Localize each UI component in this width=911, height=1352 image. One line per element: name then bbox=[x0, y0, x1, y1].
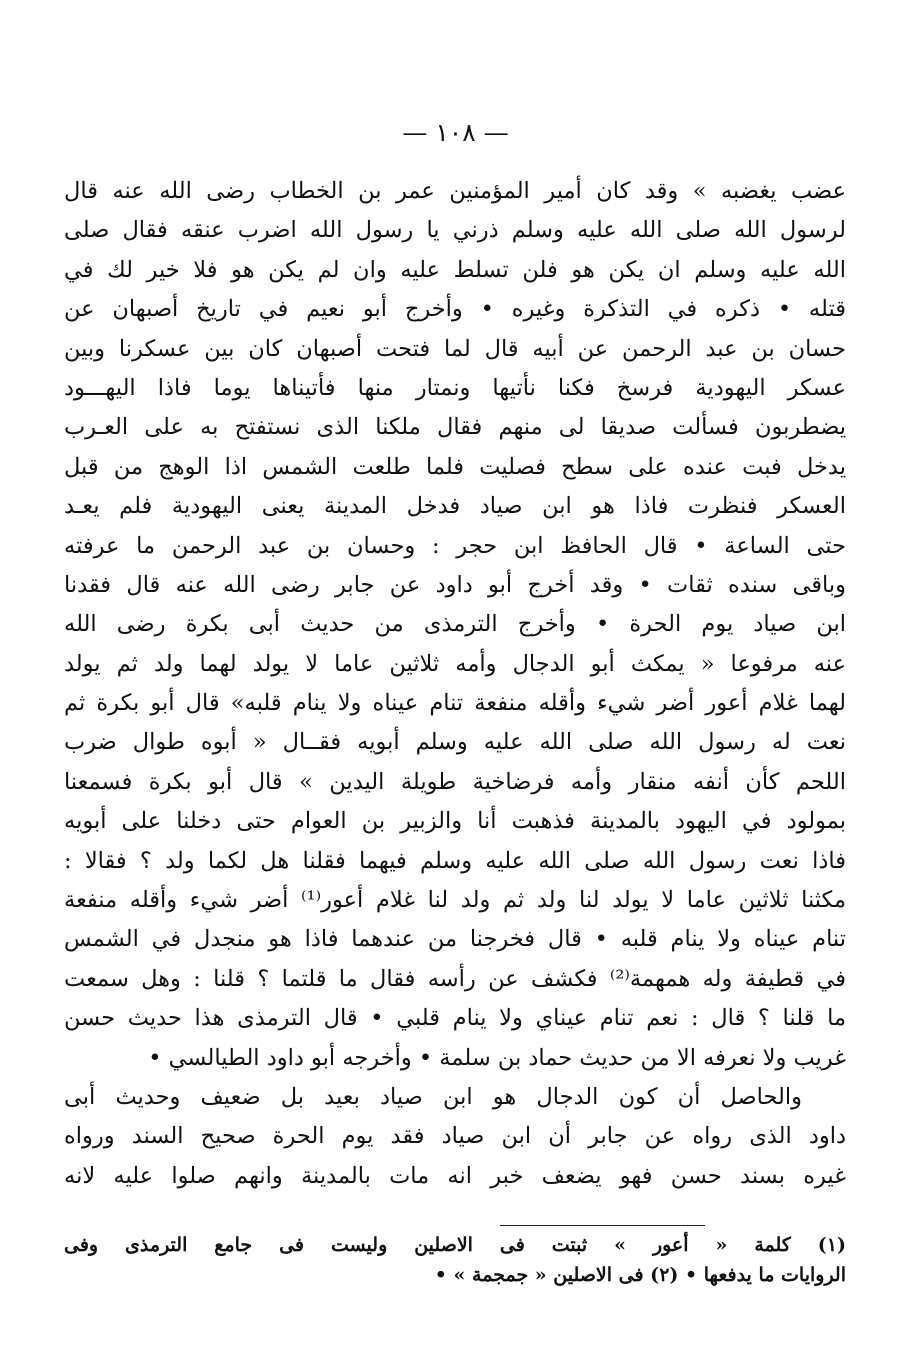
text-line-3: الله عليه وسلم ان يكن هو فلن تسلط عليه وان لم يكن هو فلا خير لك في bbox=[64, 256, 846, 283]
text-line-16: اللحم كأن أنفه منقار وأمه فرضاخية طويلة اليدين » قال أبو بكرة فسمعنا bbox=[64, 768, 846, 795]
footnote-divider bbox=[500, 1225, 705, 1226]
footnote-line-2: الروايات ما يدفعها • (٢) فى الاصلين « جمجمة » • bbox=[434, 1264, 846, 1286]
text-line-8: يدخل فبت عنده على سطح فصليت فلما طلعت الشمس اذا الوهج من قبل bbox=[64, 453, 846, 480]
text-line-5: حسان بن عبد الرحمن عن أبيه قال لما فتحت أصبهان كان بين عسكرنا وبين bbox=[64, 335, 846, 362]
text-line-11: وباقى سنده ثقات • وقد أخرج أبو داود عن جابر رضى الله عنه قال فقدنا bbox=[64, 571, 846, 598]
text-line-14: لهما غلام أعور أضر شيء وأقله منفعة تنام عيناه ولا ينام قلبه» قال أبو بكرة ثم bbox=[64, 690, 846, 717]
text-line-13: عنه مرفوعا « يمكث أبو الدجال وأمه ثلاثين عاما لا يولد لهما ولد ثم يولد bbox=[64, 650, 846, 677]
main-text bbox=[64, 172, 846, 1196]
text-line-26: غيره بسند حسن فهو يضعف خبر انه مات بالمدينة وانهم صلوا عليه لانه bbox=[64, 1162, 846, 1189]
text-line-12: ابن صياد يوم الحرة • وأخرج الترمذى من حديث أبى بكرة رضى الله bbox=[64, 611, 846, 638]
footnote-line-1: (١) كلمة « أعور » ثبتت فى الاصلين وليست فى جامع الترمذى وفى bbox=[64, 1234, 846, 1256]
text-line-17: بمولود في اليهود بالمدينة فذهبت أنا والزبير بن العوام حتى دخلنا على أبويه bbox=[64, 808, 846, 835]
text-line-20: تنام عيناه ولا ينام قلبه • قال فخرجنا من عندهما فاذا هو منجدل في الشمس bbox=[64, 926, 846, 953]
text-line-7: يضطربون فسألت صديقا لى منهم فقال ملكنا الذى نستفتح به على العـرب bbox=[64, 414, 846, 441]
text-line-23: غريب ولا نعرفه الا من حديث حماد بن سلمة • وأخرجه أبو داود الطيالسي • bbox=[148, 1044, 846, 1071]
text-line-24: والحاصل أن كون الدجال هو ابن صياد بعيد بل ضعيف وحديث أبى bbox=[64, 1083, 802, 1110]
text-line-18: فاذا نعت رسول الله صلى الله عليه وسلم فيهما فقلنا هل لكما ولد ؟ فقالا : bbox=[64, 847, 846, 874]
text-line-15: نعت له رسول الله صلى الله عليه وسلم أبويه فقــال « أبوه طوال ضرب bbox=[64, 729, 846, 756]
text-line-22: ما قلنا ؟ قال : نعم تنام عيناي ولا ينام قلبي • قال الترمذى هذا حديث حسن bbox=[64, 1005, 846, 1032]
text-line-21: في قطيفة وله همهمة⁽²⁾ فكشف عن رأسه فقال ما قلتما ؟ قلنا : وهل سمعت bbox=[64, 965, 846, 992]
text-line-2: لرسول الله صلى الله عليه وسلم ذرني يا رسول الله اضرب عنقه فقال صلى bbox=[64, 217, 846, 244]
page-number: — ١٠٨ — bbox=[402, 118, 509, 147]
text-line-6: عسكر اليهودية فرسخ فكنا نأتيها ونمتار منها فأتيناها يوما فاذا اليهـــود bbox=[64, 374, 846, 401]
text-line-9: العسكر فنظرت فاذا هو ابن صياد فدخل المدينة يعنى اليهودية فلم يعـد bbox=[64, 493, 846, 520]
text-line-25: داود الذى رواه عن جابر أن ابن صياد فقد يوم الحرة صحيح السند ورواه bbox=[64, 1123, 846, 1150]
text-line-4: قتله • ذكره في التذكرة وغيره • وأخرج أبو نعيم في تاريخ أصبهان عن bbox=[64, 296, 846, 323]
text-line-19: مكثنا ثلاثين عاما لا يولد لنا ولد ثم ولد لنا غلام أعور⁽¹⁾ أضر شيء وأقله منفعة bbox=[64, 887, 846, 914]
text-line-10: حتى الساعة • قال الحافظ ابن حجر : وحسان بن عبد الرحمن ما عرفته bbox=[64, 532, 846, 559]
text-line-1: عضب يغضبه » وقد كان أمير المؤمنين عمر بن الخطاب رضى الله عنه قال bbox=[64, 178, 846, 204]
footnotes bbox=[64, 1230, 846, 1290]
